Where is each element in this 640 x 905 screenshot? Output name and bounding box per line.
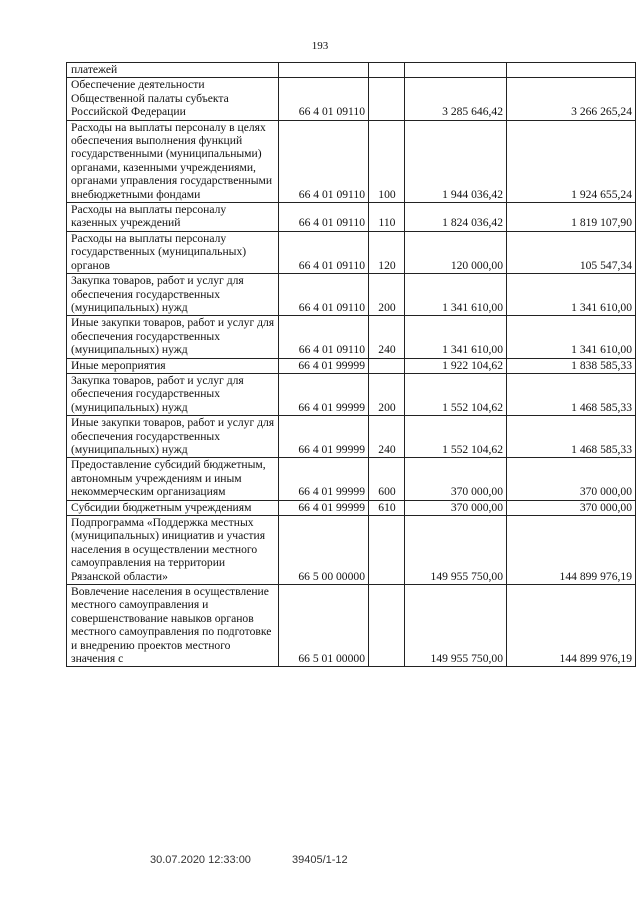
row-name-cell: Вовлечение населения в осуществление местного самоуправления и совершенствование навыков органов местного самоуправления по подготовке и внедрению проектов местного значения с	[67, 585, 279, 667]
row-amount1-cell: 370 000,00	[405, 500, 507, 515]
row-code-cell: 66 4 01 09110	[279, 231, 369, 273]
row-code-cell: 66 4 01 09110	[279, 78, 369, 120]
footer	[150, 854, 386, 866]
table-row	[67, 585, 636, 667]
table-row	[67, 373, 636, 415]
table-row	[67, 203, 636, 232]
row-amount2-cell: 1 468 585,33	[507, 416, 636, 458]
row-name-cell: Расходы на выплаты персоналу государственных (муниципальных) органов	[67, 231, 279, 273]
budget-table	[66, 62, 636, 667]
row-code-cell	[279, 63, 369, 78]
row-amount2-cell: 144 899 976,19	[507, 585, 636, 667]
row-amount1-cell: 1 922 104,62	[405, 358, 507, 373]
row-vr-cell: 200	[369, 274, 405, 316]
row-code-cell: 66 4 01 99999	[279, 416, 369, 458]
row-amount1-cell: 370 000,00	[405, 458, 507, 500]
row-name-cell: Расходы на выплаты персоналу в целях обеспечения выполнения функций государственными (муниципальными) органами, казенными учреждениями, органами управления государственными внебюджетными фондами	[67, 120, 279, 202]
table-row	[67, 458, 636, 500]
row-name-cell: Обеспечение деятельности Общественной палаты субъекта Российской Федерации	[67, 78, 279, 120]
row-amount1-cell: 120 000,00	[405, 231, 507, 273]
row-amount1-cell: 1 552 104,62	[405, 373, 507, 415]
table-row	[67, 78, 636, 120]
row-code-cell: 66 4 01 99999	[279, 458, 369, 500]
row-amount2-cell: 105 547,34	[507, 231, 636, 273]
row-amount2-cell: 370 000,00	[507, 500, 636, 515]
row-code-cell: 66 4 01 99999	[279, 373, 369, 415]
row-amount1-cell: 1 341 610,00	[405, 316, 507, 358]
row-code-cell: 66 4 01 09110	[279, 316, 369, 358]
row-vr-cell: 240	[369, 316, 405, 358]
row-vr-cell	[369, 516, 405, 585]
row-amount2-cell: 3 266 265,24	[507, 78, 636, 120]
row-vr-cell	[369, 358, 405, 373]
row-name-cell: Закупка товаров, работ и услуг для обеспечения государственных (муниципальных) нужд	[67, 373, 279, 415]
row-amount1-cell: 1 944 036,42	[405, 120, 507, 202]
row-vr-cell: 120	[369, 231, 405, 273]
table-row	[67, 416, 636, 458]
row-name-cell: Закупка товаров, работ и услуг для обеспечения государственных (муниципальных) нужд	[67, 274, 279, 316]
row-amount1-cell: 149 955 750,00	[405, 585, 507, 667]
row-vr-cell	[369, 78, 405, 120]
table-row	[67, 500, 636, 515]
row-amount2-cell: 1 819 107,90	[507, 203, 636, 232]
row-amount2-cell: 1 341 610,00	[507, 316, 636, 358]
row-vr-cell: 110	[369, 203, 405, 232]
row-name-cell: Субсидии бюджетным учреждениям	[67, 500, 279, 515]
row-name-cell: Предоставление субсидий бюджетным, автономным учреждениям и иным некоммерческим организациям	[67, 458, 279, 500]
table-row	[67, 358, 636, 373]
row-vr-cell: 100	[369, 120, 405, 202]
row-amount2-cell: 1 838 585,33	[507, 358, 636, 373]
row-code-cell: 66 4 01 99999	[279, 358, 369, 373]
row-amount2-cell: 1 468 585,33	[507, 373, 636, 415]
table-row	[67, 63, 636, 78]
table-row	[67, 231, 636, 273]
row-code-cell: 66 4 01 09110	[279, 203, 369, 232]
table-row	[67, 120, 636, 202]
row-amount2-cell: 370 000,00	[507, 458, 636, 500]
page-number: 193	[311, 40, 329, 52]
row-amount2-cell: 1 341 610,00	[507, 274, 636, 316]
row-code-cell: 66 4 01 09110	[279, 274, 369, 316]
row-name-cell: Иные закупки товаров, работ и услуг для обеспечения государственных (муниципальных) нужд	[67, 316, 279, 358]
row-amount1-cell: 3 285 646,42	[405, 78, 507, 120]
table-row	[67, 274, 636, 316]
row-amount2-cell: 144 899 976,19	[507, 516, 636, 585]
row-name-cell: Расходы на выплаты персоналу казенных учреждений	[67, 203, 279, 232]
row-vr-cell: 240	[369, 416, 405, 458]
row-amount1-cell: 149 955 750,00	[405, 516, 507, 585]
row-vr-cell	[369, 63, 405, 78]
row-amount2-cell: 1 924 655,24	[507, 120, 636, 202]
row-name-cell: Подпрограмма «Поддержка местных (муниципальных) инициатив и участия населения в осуществлении местного самоуправления на территории Рязанской области»	[67, 516, 279, 585]
row-amount1-cell	[405, 63, 507, 78]
footer-doc-id: 39405/1-12	[292, 854, 348, 866]
row-vr-cell: 610	[369, 500, 405, 515]
row-code-cell: 66 4 01 09110	[279, 120, 369, 202]
table-row	[67, 516, 636, 585]
table-row	[67, 316, 636, 358]
row-name-cell: платежей	[67, 63, 279, 78]
row-code-cell: 66 5 01 00000	[279, 585, 369, 667]
row-name-cell: Иные закупки товаров, работ и услуг для обеспечения государственных (муниципальных) нужд	[67, 416, 279, 458]
row-amount1-cell: 1 824 036,42	[405, 203, 507, 232]
budget-table-body	[67, 63, 636, 667]
row-code-cell: 66 4 01 99999	[279, 500, 369, 515]
row-vr-cell	[369, 585, 405, 667]
row-vr-cell: 200	[369, 373, 405, 415]
row-amount1-cell: 1 552 104,62	[405, 416, 507, 458]
row-amount1-cell: 1 341 610,00	[405, 274, 507, 316]
row-vr-cell: 600	[369, 458, 405, 500]
footer-timestamp: 30.07.2020 12:33:00	[150, 854, 251, 866]
row-code-cell: 66 5 00 00000	[279, 516, 369, 585]
row-name-cell: Иные мероприятия	[67, 358, 279, 373]
row-amount2-cell	[507, 63, 636, 78]
